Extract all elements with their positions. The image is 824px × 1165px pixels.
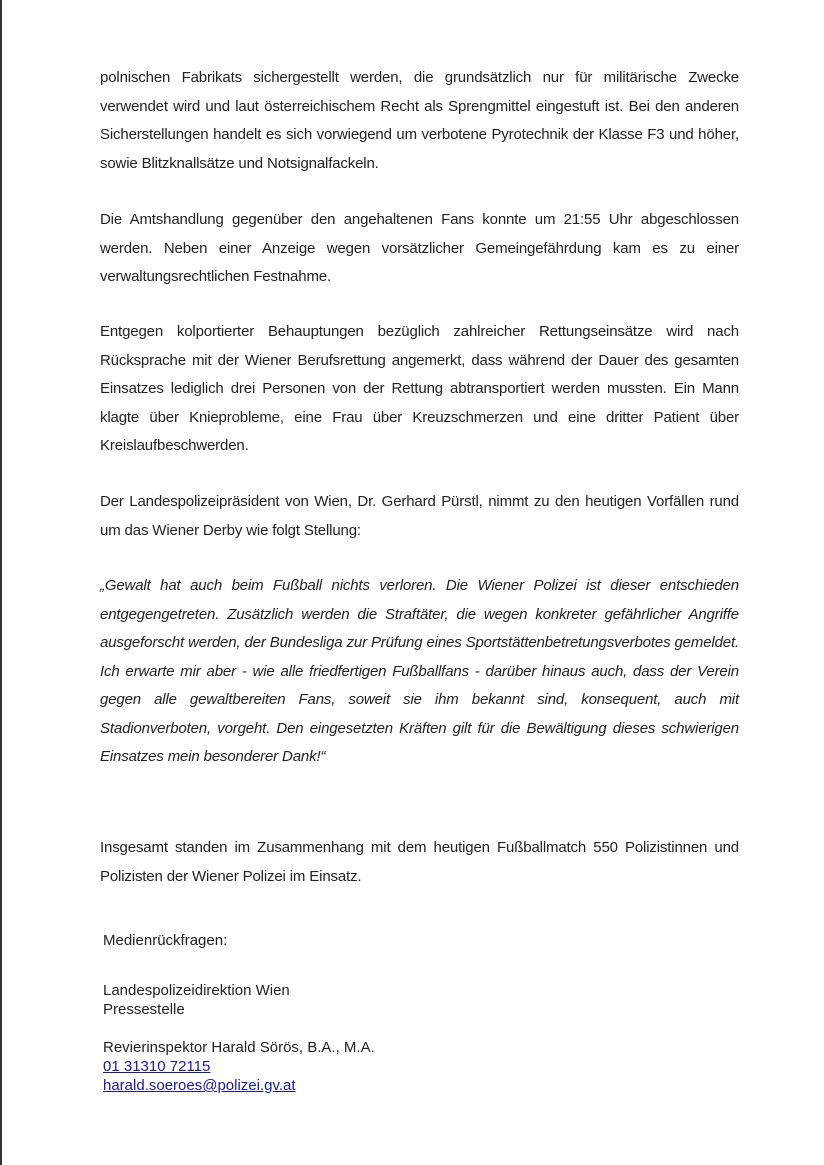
paragraph-statement-intro: Der Landespolizeipräsident von Wien, Dr. Gerhard Pürstl, nimmt zu den heutigen Vorfällen rund um das Wiener Derby wie folgt Stellung:: [100, 493, 739, 539]
paragraph-rescue: Entgegen kolportierter Behauptungen bezüglich zahlreicher Rettungseinsätze wird nach Rücksprache mit der Wiener Berufsrettung angemerkt, dass während der Dauer des gesamten Einsatzes lediglich drei Personen von der Rettung abtransportiert werden mussten. Ein Mann klagte über Knieprobleme, eine Frau über Kreuzschmerzen und eine dritter Patient über Kreislaufbeschwerden.: [100, 323, 739, 454]
contact-dept: Pressestelle: [103, 1001, 185, 1018]
contact-person: Revierinspektor Harald Sörös, B.A., M.A.: [103, 1039, 375, 1056]
phone-link[interactable]: 01 31310 72115: [103, 1058, 211, 1075]
email-link[interactable]: harald.soeroes@polizei.gv.at: [103, 1077, 296, 1094]
paragraph-seizures: polnischen Fabrikats sichergestellt werden, die grundsätzlich nur für militärische Zwecke verwendet wird und laut österreichischem Recht als Sprengmittel eingestuft ist. Bei den anderen Sicherstellungen handelt es sich vorwiegend um verbotene Pyrotechnik der Klasse F3 und höher, sowie Blitzknallsätze und Notsignalfackeln.: [100, 69, 739, 172]
paragraph-quote: „Gewalt hat auch beim Fußball nichts verloren. Die Wiener Polizei ist dieser entschieden entgegengetreten. Zusätzlich werden die Straftäter, die wegen konkreter gefährlicher Angriffe ausgeforscht werden, der Bundesliga zur Prüfung eines Sportstättenbetretungsverbotes gemeldet. Ich erwarte mir aber - wie alle friedfertigen Fußballfans - darüber hinaus auch, dass der Verein gegen alle gewaltbereiten Fans, soweit sie ihm bekannt sind, konsequent, auch mit Stadionverboten, vorgeht. Den eingesetzten Kräften gilt für die Bewältigung dieses schwierigen Einsatzes mein besonderer Dank!“: [100, 577, 739, 765]
paragraph-arrests: Die Amtshandlung gegenüber den angehaltenen Fans konnte um 21:55 Uhr abgeschlossen werden. Neben einer Anzeige wegen vorsätzlicher Gemeingefährdung kam es zu einer verwaltungsrechtlichen Festnahme.: [100, 211, 739, 285]
contact-person-block: [103, 1038, 375, 1095]
paragraph-summary: Insgesamt standen im Zusammenhang mit dem heutigen Fußballmatch 550 Polizistinnen und Polizisten der Wiener Polizei im Einsatz.: [100, 839, 739, 885]
contact-heading: Medienrückfragen:: [103, 932, 228, 949]
contact-org: Landespolizeidirektion Wien: [103, 982, 290, 999]
contact-organization: [103, 981, 290, 1019]
